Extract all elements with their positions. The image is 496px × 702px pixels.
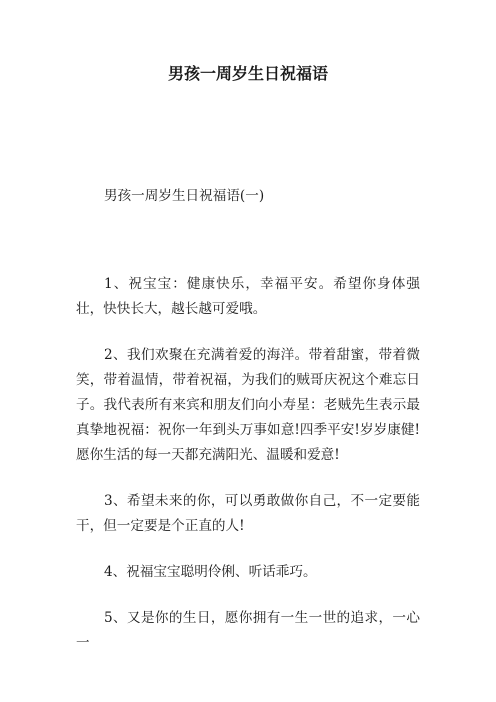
paragraph: 3、希望未来的你，可以勇敢做你自己，不一定要能干，但一定要是个正直的人! bbox=[76, 493, 420, 534]
section-subtitle: 男孩一周岁生日祝福语(一) bbox=[104, 188, 265, 204]
paragraph: 5、又是你的生日，愿你拥有一生一世的追求，一心一 bbox=[76, 610, 420, 651]
paragraph: 4、祝福宝宝聪明伶俐、听话乖巧。 bbox=[104, 564, 317, 580]
document-body bbox=[76, 272, 420, 677]
paragraph: 2、我们欢聚在充满着爱的海洋。带着甜蜜，带着微笑，带着温情，带着祝福，为我们的贼哥庆祝这个难忘日子。我代表所有来宾和朋友们向小寿星：老贼先生表示最真挚地祝福：祝你一年到头万事如意!四季平安!岁岁康健!愿你生活的每一天都充满阳光、温暖和爱意! bbox=[76, 347, 420, 463]
page-title: 男孩一周岁生日祝福语 bbox=[167, 64, 328, 83]
paragraph: 1、祝宝宝：健康快乐，幸福平安。希望你身体强壮，快快长大，越长越可爱哦。 bbox=[76, 276, 420, 317]
